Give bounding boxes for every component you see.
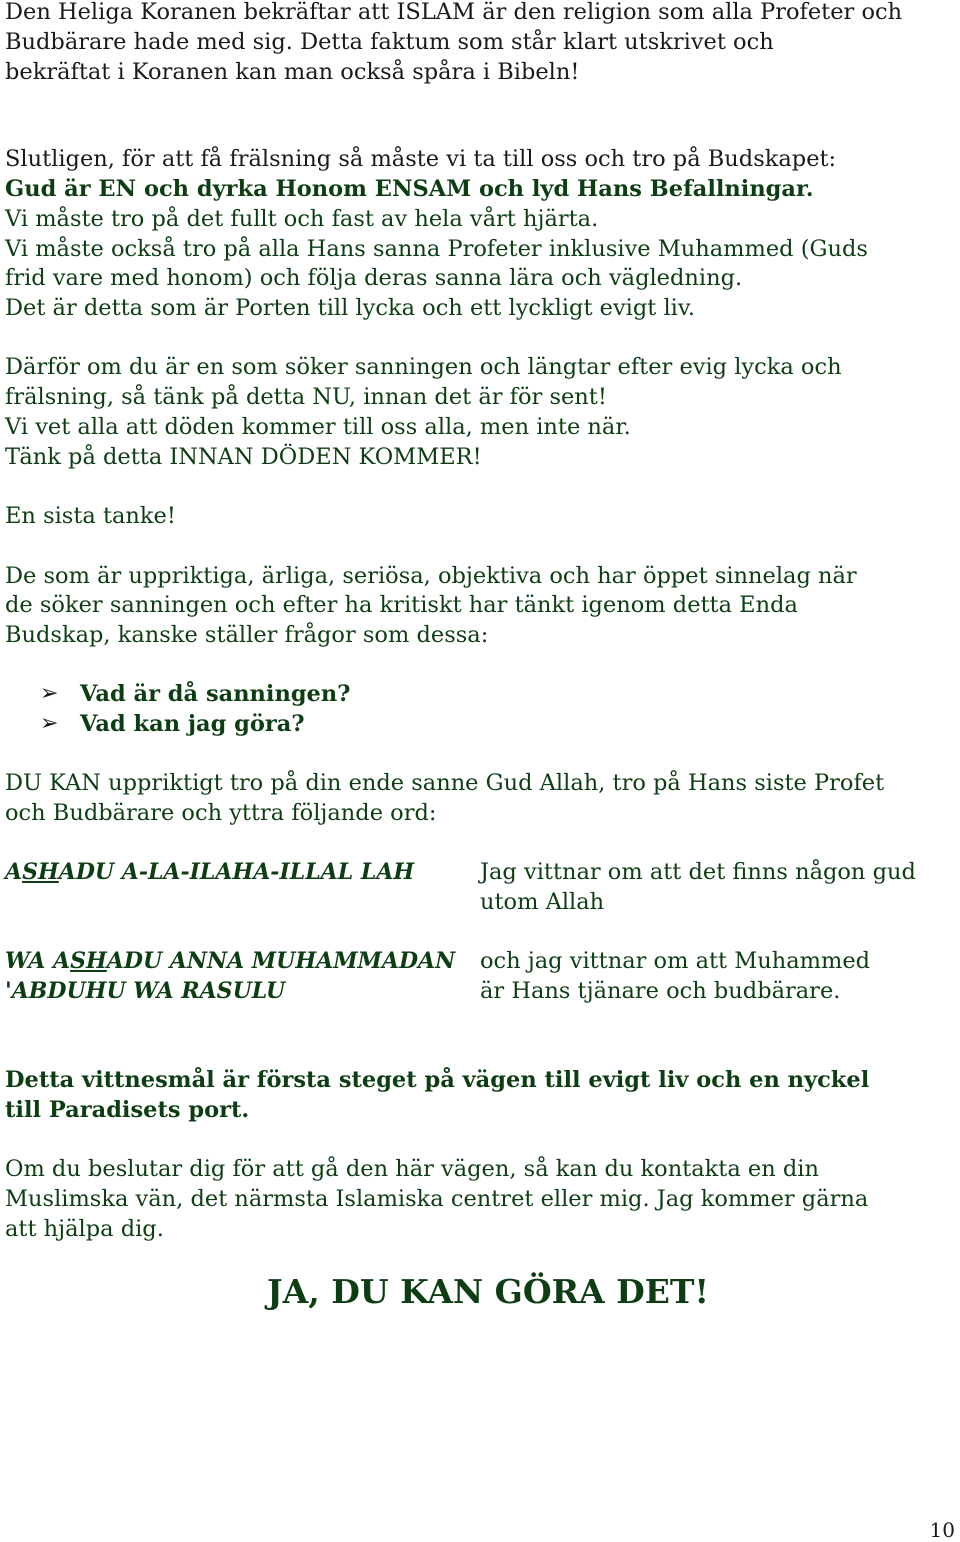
- closing-title: JA, DU KAN GÖRA DET!: [267, 1272, 709, 1311]
- paragraph-1-line-3: bekräftat i Koranen kan man också spåra i Bibeln!: [5, 59, 580, 85]
- paragraph-3-line-2: frälsning, så tänk på detta NU, innan det är för sent!: [5, 384, 607, 410]
- question-2: Vad kan jag göra?: [80, 711, 305, 737]
- arrow-bullet-icon: ➢: [40, 711, 59, 736]
- paragraph-2-line-1: Vi måste tro på det fullt och fast av hela vårt hjärta.: [5, 206, 599, 232]
- paragraph-4-line-2: de söker sanningen och efter ha kritiskt har tänkt igenom detta Enda: [5, 592, 798, 618]
- paragraph-5-line-2: och Budbärare och yttra följande ord:: [5, 800, 437, 826]
- shahada-translation-1-line-2: utom Allah: [480, 889, 605, 915]
- paragraph-3-line-1: Därför om du är en som söker sanningen och längtar efter evig lycka och: [5, 354, 842, 380]
- shahada-arabic-line-2: WA ASHADU ANNA MUHAMMADAN: [5, 948, 456, 974]
- paragraph-2-bold-message: Gud är EN och dyrka Honom ENSAM och lyd Hans Befallningar.: [5, 176, 814, 202]
- paragraph-3-line-3: Vi vet alla att döden kommer till oss alla, men inte när.: [5, 414, 631, 440]
- shahada-translation-1-line-1: Jag vittnar om att det finns någon gud: [480, 859, 916, 885]
- testimony-line-2: till Paradisets port.: [5, 1097, 250, 1123]
- arrow-bullet-icon: ➢: [40, 681, 59, 706]
- shahada-arabic-line-3: 'ABDUHU WA RASULU: [5, 978, 286, 1004]
- paragraph-6-line-1: Om du beslutar dig för att gå den här vägen, så kan du kontakta en din: [5, 1156, 819, 1182]
- paragraph-6-line-3: att hjälpa dig.: [5, 1216, 164, 1242]
- last-thought-heading: En sista tanke!: [5, 503, 176, 529]
- paragraph-2-line-2: Vi måste också tro på alla Hans sanna Profeter inklusive Muhammed (Guds: [5, 236, 868, 262]
- question-1: Vad är då sanningen?: [80, 681, 351, 707]
- paragraph-2-line-4: Det är detta som är Porten till lycka och ett lyckligt evigt liv.: [5, 295, 696, 321]
- paragraph-2-intro: Slutligen, för att få frälsning så måste vi ta till oss och tro på Budskapet:: [5, 146, 837, 172]
- shahada-translation-2-line-2: är Hans tjänare och budbärare.: [480, 978, 841, 1004]
- paragraph-2-line-3: frid vare med honom) och följa deras sanna lära och vägledning.: [5, 265, 743, 291]
- shahada-arabic-line-1: ASHADU A-LA-ILAHA-ILLAL LAH: [5, 859, 415, 885]
- page-number: 10: [929, 1518, 955, 1542]
- paragraph-1-line-1: Den Heliga Koranen bekräftar att ISLAM är den religion som alla Profeter och: [5, 0, 903, 25]
- paragraph-3-line-4: Tänk på detta INNAN DÖDEN KOMMER!: [5, 444, 482, 470]
- paragraph-4-line-1: De som är uppriktiga, ärliga, seriösa, objektiva och har öppet sinnelag när: [5, 563, 857, 589]
- paragraph-1-line-2: Budbärare hade med sig. Detta faktum som står klart utskrivet och: [5, 29, 774, 55]
- paragraph-5-line-1: DU KAN uppriktigt tro på din ende sanne Gud Allah, tro på Hans siste Profet: [5, 770, 885, 796]
- paragraph-6-line-2: Muslimska vän, det närmsta Islamiska centret eller mig. Jag kommer gärna: [5, 1186, 869, 1212]
- shahada-translation-2-line-1: och jag vittnar om att Muhammed: [480, 948, 871, 974]
- paragraph-4-line-3: Budskap, kanske ställer frågor som dessa:: [5, 622, 489, 648]
- testimony-line-1: Detta vittnesmål är första steget på vägen till evigt liv och en nyckel: [5, 1067, 870, 1093]
